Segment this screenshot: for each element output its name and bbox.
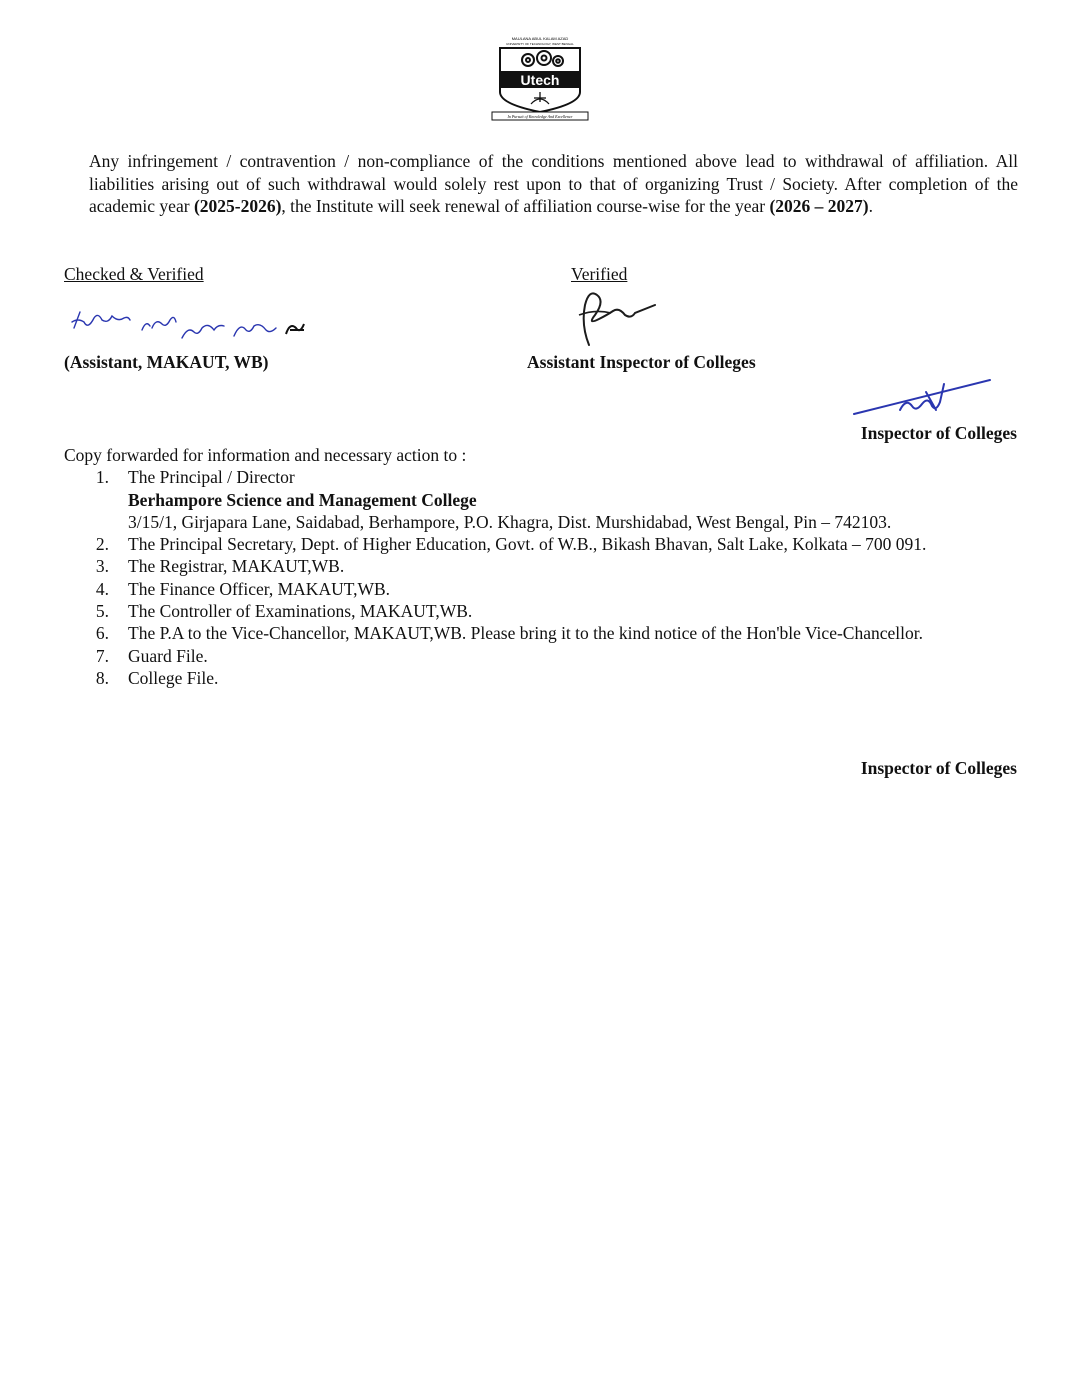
list-number: 3. bbox=[95, 556, 109, 576]
logo-arc-text: MAULANA ABUL KALAM AZAD bbox=[511, 36, 569, 41]
assistants-signatures bbox=[64, 300, 314, 346]
list-number: 8. bbox=[95, 668, 109, 688]
list-text: The Principal Secretary, Dept. of Higher Education, Govt. of W.B., Bikash Bhavan, Salt Lake, Kolkata – 700 091. bbox=[128, 534, 927, 554]
list-text: The P.A to the Vice-Chancellor, MAKAUT,WB. Please bring it to the kind notice of the Hon'ble Vice-Chancellor. bbox=[128, 623, 923, 643]
assistant-inspector-title: Assistant Inspector of Colleges bbox=[527, 352, 756, 372]
academic-year-current: (2025-2026) bbox=[193, 196, 282, 216]
logo-arc-subtext: UNIVERSITY OF TECHNOLOGY, WEST BENGAL bbox=[506, 42, 574, 46]
logo-name: Utech bbox=[520, 72, 560, 88]
para-text-1: Any infringement / contravention / non-compliance of the conditions mentioned above lead to withdrawal of affiliation. All liabilities arising out of such withdrawal would solely rest upon to that of organizing Trust / Society. After completion of the academic year bbox=[89, 151, 1018, 216]
list-text: College File. bbox=[128, 668, 219, 688]
assistant-title: (Assistant, MAKAUT, WB) bbox=[64, 352, 269, 372]
list-text: The Controller of Examinations, MAKAUT,WB. bbox=[128, 601, 473, 621]
assistant-inspector-signature bbox=[575, 285, 665, 347]
list-text: The Registrar, MAKAUT,WB. bbox=[128, 556, 345, 576]
list-text: Guard File. bbox=[128, 646, 208, 666]
list-number: 7. bbox=[95, 646, 109, 666]
conditions-paragraph bbox=[89, 150, 1018, 218]
list-number: 1. bbox=[95, 467, 109, 487]
list-number: 4. bbox=[95, 579, 109, 599]
logo-motto: In Pursuit of Knowledge And Excellence bbox=[507, 114, 573, 119]
inspector-title: Inspector of Colleges bbox=[860, 423, 1017, 443]
university-logo bbox=[488, 34, 592, 128]
inspector-signature bbox=[840, 374, 1000, 422]
copy-forwarded-intro: Copy forwarded for information and necessary action to : bbox=[64, 445, 467, 465]
checked-verified-label: Checked & Verified bbox=[64, 264, 204, 284]
verified-label: Verified bbox=[571, 264, 628, 284]
list-number: 6. bbox=[95, 623, 109, 643]
list-number: 5. bbox=[95, 601, 109, 621]
list-text: The Principal / Director bbox=[128, 467, 295, 487]
para-text-2: , the Institute will seek renewal of affiliation course-wise for the year bbox=[281, 196, 770, 216]
college-name: Berhampore Science and Management College bbox=[128, 490, 477, 510]
inspector-title-footer: Inspector of Colleges bbox=[860, 758, 1017, 778]
list-text: The Finance Officer, MAKAUT,WB. bbox=[128, 579, 391, 599]
college-address: 3/15/1, Girjapara Lane, Saidabad, Berhampore, P.O. Khagra, Dist. Murshidabad, West Bengal, Pin – 742103. bbox=[128, 512, 892, 532]
list-number: 2. bbox=[95, 534, 109, 554]
para-text-3: . bbox=[868, 196, 873, 216]
academic-year-next: (2026 – 2027) bbox=[769, 196, 869, 216]
